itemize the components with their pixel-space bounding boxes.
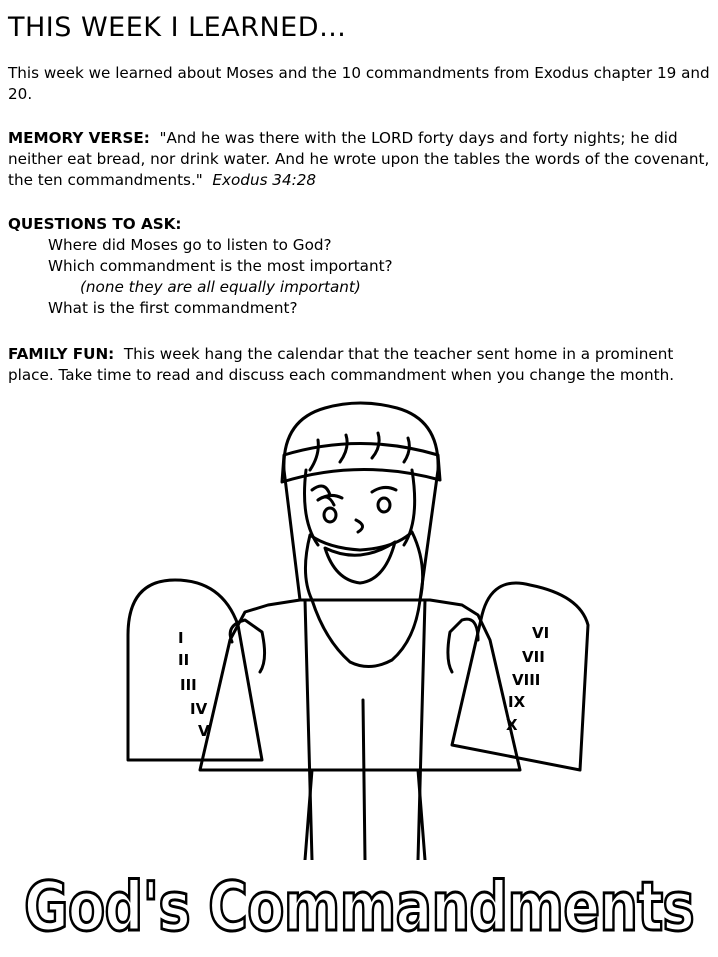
headband — [282, 444, 440, 483]
memory-verse-section — [8, 128, 714, 191]
question-item: What is the first commandment? — [48, 299, 298, 317]
left-tablet-numeral: IV — [190, 700, 208, 718]
left-tablet-numeral: I — [178, 629, 184, 647]
questions-list — [48, 235, 393, 319]
questions-section — [8, 214, 714, 235]
right-tablet-numeral: VIII — [512, 671, 541, 689]
questions-label: QUESTIONS TO ASK: — [8, 215, 182, 233]
moses-illustration — [0, 400, 718, 860]
memory-verse-reference: Exodus 34:28 — [212, 171, 317, 189]
question-item: Where did Moses go to listen to God? — [48, 236, 332, 254]
robe-center-line — [363, 700, 365, 860]
left-tablet-numeral: III — [180, 676, 197, 694]
banner-text: God's Commandments — [24, 868, 694, 947]
question-item: Which commandment is the most important? — [48, 257, 393, 275]
left-tablet-numeral: II — [178, 651, 190, 669]
family-fun-label: FAMILY FUN: — [8, 345, 115, 363]
family-fun-text: This week hang the calendar that the teacher sent home in a prominent place. Take time to read and discuss each commandment when you change the month. — [8, 345, 675, 384]
left-tablet — [128, 580, 262, 760]
right-tablet-numeral: X — [506, 716, 518, 734]
commandments-banner — [0, 850, 718, 950]
right-tablet-numeral: VI — [532, 624, 550, 642]
left-tablet-numeral: V — [198, 722, 210, 740]
family-fun-section — [8, 344, 714, 386]
memory-verse-text: "And he was there with the LORD forty days and forty nights; he did neither eat bread, nor drink water. And he wrote upon the tables the words of the covenant, the ten commandments." — [8, 129, 710, 189]
right-tablet-numeral: IX — [508, 693, 526, 711]
page-title: THIS WEEK I LEARNED… — [8, 12, 347, 43]
smile — [325, 542, 395, 583]
right-tablet-numeral: VII — [522, 648, 545, 666]
question-answer-note: (none they are all equally important) — [80, 278, 361, 296]
intro-paragraph: This week we learned about Moses and the 10 commandments from Exodus chapter 19 and 20. — [8, 64, 710, 103]
memory-verse-label: MEMORY VERSE: — [8, 129, 150, 147]
